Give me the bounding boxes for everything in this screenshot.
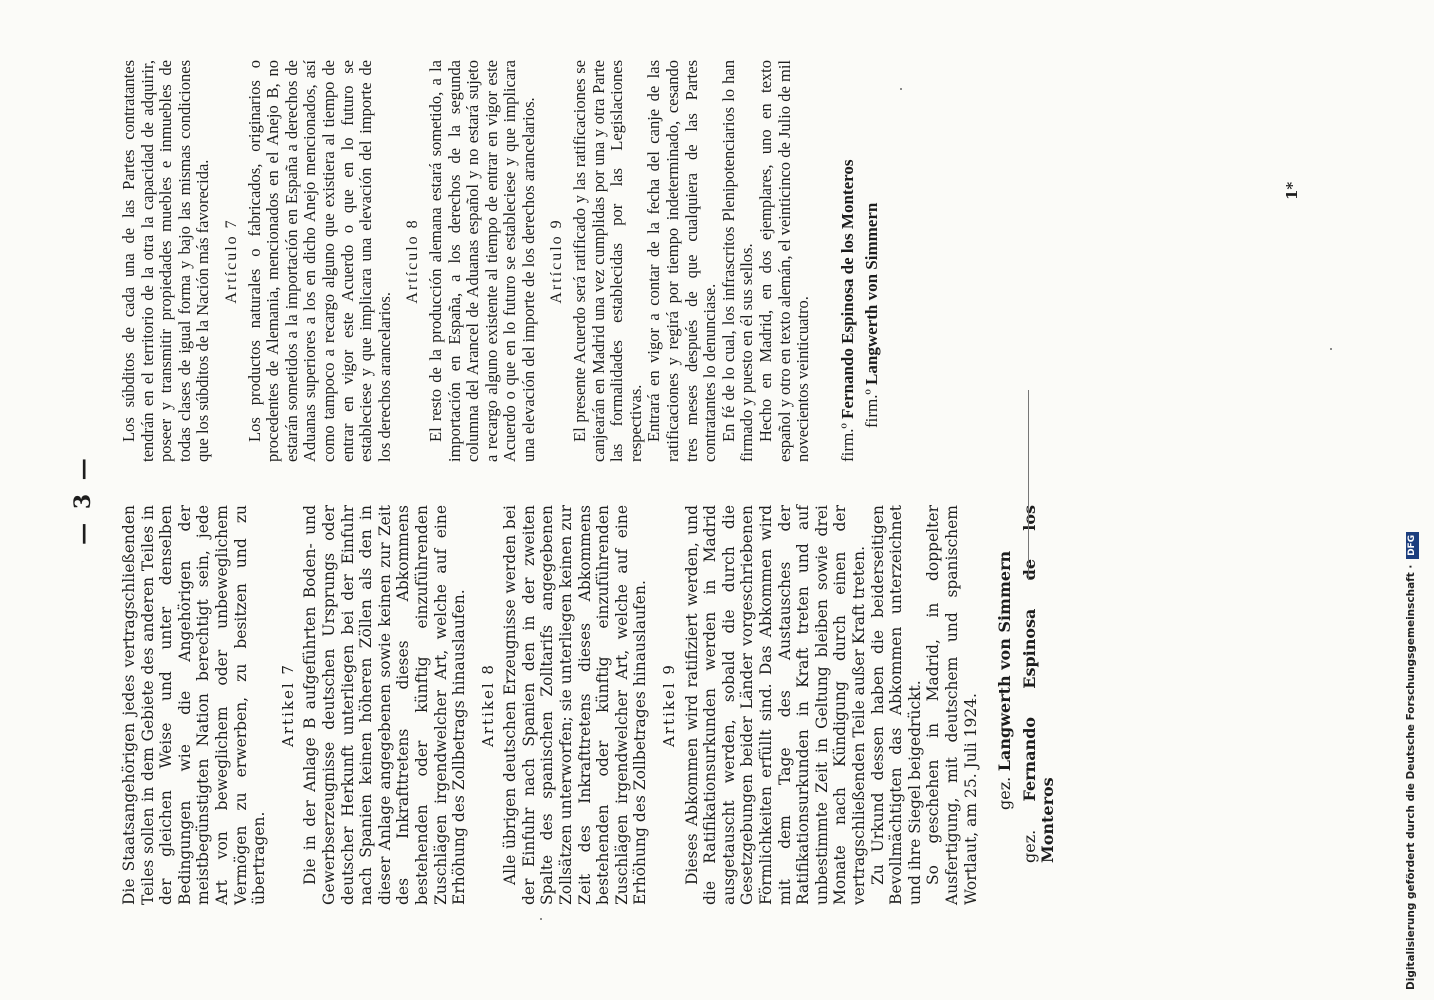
spanish-article-8-heading: Artículo 8 [404,218,422,304]
spanish-signature-2-name: Langwerth von Simmern [862,202,882,385]
german-article-9-heading: Artikel 9 [660,663,679,747]
spanish-signature-2 [863,60,882,462]
german-article-8-heading: Artikel 8 [478,663,497,747]
spanish-article-9-paragraph-1: El presente Acuerdo será ratificado y las ratificaciones se canjearán en Madrid una vez cumplidas por una y otra Parte las formalidades establecidas por las Legislaciones respectivas. [570,60,645,462]
page-number: — 3 — [70,455,96,545]
spanish-article-9-heading: Artículo 9 [548,218,566,304]
spanish-intro-paragraph: Los súbditos de cada una de las Partes contratantes tendrán en el territorio de la otra la capacidad de adquirir, poseer y transmitir propiedades muebles e inmuebles de todas clases de igual forma y bajo las mismas condiciones que los súbditos de la Nación más favorecida. [119,60,213,462]
german-signature-2 [1021,505,1058,905]
spanish-signature-1-name: Fernando Espinosa de los Monteros [837,159,857,419]
dfg-logo: DFG [1406,532,1419,559]
german-article-9-paragraph-2: Zu Urkund dessen haben die beiderseitigen Bevollmächtigten das Abkommen unterzeichnet und ihre Siegel beigedrückt. [868,505,924,905]
spanish-article-7-heading: Artículo 7 [222,218,240,304]
german-article-7-heading: Artikel 7 [278,663,297,747]
spanish-signature-2-prefix: firm.º [862,389,882,428]
german-article-9-paragraph-1: Dieses Abkommen wird ratifiziert werden, und die Ratifikationsurkunden werden in Madrid ausgetauscht werden, sobald die durch die Gesetzgebungen beider Länder vorgeschriebenen Förmlichkeiten erfüllt sind. Das Abkommen wird mit dem Tage des Austausches der Ratifikationsurkunden in Kraft treten und auf unbestimmte Zeit in Geltung bleiben sowie drei Monate nach Kündigung durch einen der vertragschließenden Teile außer Kraft treten. [682,505,868,905]
german-article-8-text: Alle übrigen deutschen Erzeugnisse werden bei der Einfuhr nach Spanien den in der zweiten Spalte des spanischen Zolltarifs angegebenen Zollsätzen unterworfen; sie unterliegen keinen zur Zeit des Inkrafttretens dieses Abkommens bestehenden oder künftig einzuführenden Zuschlägen irgendwelcher Art, welche auf eine Erhöhung des Zollbetrages hinauslaufen. [501,505,650,905]
spanish-article-7-text: Los productos naturales o fabricados, originarios o procedentes de Alemania, mencionados en el Anejo B, no estarán sometidos a la importación en España a derechos de Aduanas superiores a los en dicho Anejo mencionados, así como tampoco a recargo alguno que existiera al tiempo de entrar en vigor este Acuerdo o que en lo futuro se estableciese y que implicara una elevación del importe de los derechos arancelarios. [244,60,394,462]
digitization-credit [1405,0,1419,990]
spanish-article-9-paragraph-4: Hecho en Madrid, en dos ejemplares, uno en texto español y otro en texto alemán, el veinticinco de Julio de mil novecientos veinticuatro. [756,60,813,462]
spanish-article-8-text: El resto de la producción alemana estará sometido, a la importación en España, a los derechos de la segunda columna del Arancel de Aduanas español y no estará sujeto a recargo alguno existente al tiempo de entrar en vigor este Acuerdo o que en lo futuro se estableciese y que implicara una elevación del importe de los derechos arancelarios. [425,60,538,462]
scan-speck [540,918,542,920]
german-signature-1-prefix: gez. [995,776,1015,810]
credit-text: Digitalisierung gefördert durch die Deutsche Forschungsgemeinschaft · [1405,564,1417,990]
scan-speck [1330,348,1332,350]
spanish-signature-1 [839,60,858,462]
german-signature-2-prefix: gez. [1019,829,1039,863]
spanish-signature-1-prefix: firm.º [837,423,857,462]
spanish-column [120,60,882,462]
german-signature-1 [996,505,1015,905]
german-article-7-text: Die in der Anlage B aufgeführten Boden- und Gewerbserzeugnisse deutschen Ursprungs oder deutscher Herkunft unterliegen bei der Einfuhr nach Spanien keinen höheren Zöllen als den in dieser Anlage angegebenen sowie keinen zur Zeit des Inkrafttretens dieses Abkommens bestehenden oder künftig einzuführenden Zuschlägen irgendwelcher Art, welche auf eine Erhöhung des Zollbetrags hinauslaufen. [301,505,469,905]
sheet-signature-mark: 1* [1283,181,1301,200]
spanish-article-9-paragraph-3: En fé de lo cual, los infrascritos Plenipotenciarios lo han firmado y puesto en él sus sellos. [718,60,757,462]
german-intro-paragraph: Die Staatsangehörigen jedes vertragschließenden Teiles sollen in dem Gebiete des anderen Teiles in der gleichen Weise und unter denselben Bedingungen wie die Angehörigen der meistbegünstigten Nation berechtigt sein, jede Art von beweglichem oder unbeweglichem Vermögen zu erwerben, zu besitzen und zu übertragen. [120,505,269,905]
german-column [120,505,1058,905]
spanish-article-9-paragraph-2: Entrará en vigor a contar de la fecha del canje de las ratificaciones y regirá por tiempo indeterminado, cesando tres meses después de que cualquiera de las Partes contratantes lo denunciase. [644,60,720,462]
german-signature-2-name: Fernando Espinosa de los Monteros [1019,505,1058,863]
german-article-9-paragraph-3: So geschehen in Madrid, in doppelter Ausfertigung, mit deutschem und spanischem Wortlaut, am 25. Juli 1924. [924,505,980,905]
scan-fold-line [1028,390,1029,580]
scan-speck [900,88,902,90]
german-signature-1-name: Langwerth von Simmern [995,550,1015,772]
